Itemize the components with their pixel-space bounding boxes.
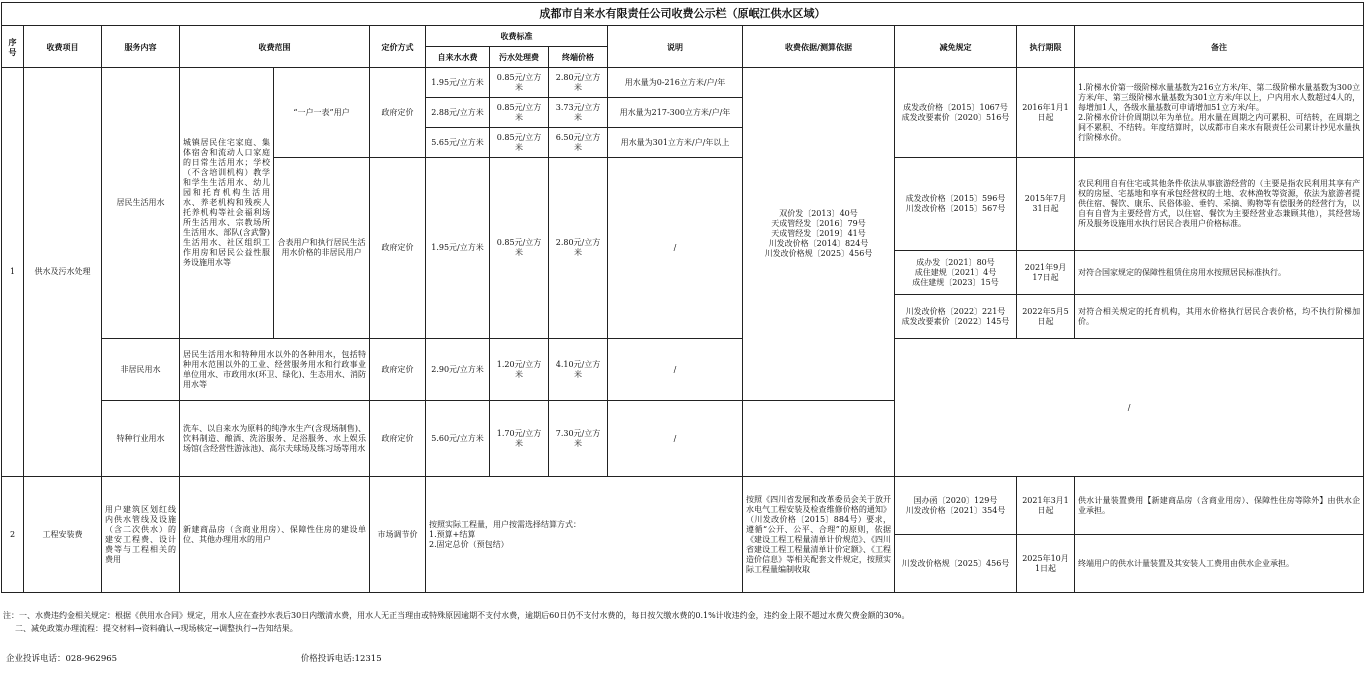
- tier1-explain: 用水量为0-216立方米/户/年: [608, 68, 743, 98]
- tier3-tap: 5.65元/立方米: [426, 128, 490, 158]
- note-penalty: 注：一、水费违约金相关规定：根据《供用水合同》规定，用水人应在查抄水表后30日内缴清水费，用水人无正当理由或特殊原因逾期不支付水费，逾期后60日仍不支付水费的，每日按欠缴水费的0.1%计收违约金，违约金上限不超过水费欠费金额的30%。: [3, 611, 910, 620]
- row2-period-1: 2021年3月1日起: [1017, 477, 1075, 535]
- row2-pricing: 市场调节价: [370, 477, 426, 593]
- tier3-explain: 用水量为301立方米/户/年以上: [608, 128, 743, 158]
- note-reduction-process: 二、减免政策办理流程：提交材料→资料确认→现场核定→调整执行→告知结果。: [15, 623, 298, 633]
- tier3-terminal: 6.50元/立方米: [549, 128, 608, 158]
- row1-period-1: 2016年1月1日起: [1017, 68, 1075, 158]
- row2-item: 工程安装费: [24, 477, 102, 593]
- row2-remark-1: 供水计量装置费用【新建商品房（含商业用房）、保障性住房等除外】由供水企业承担。: [1075, 477, 1364, 535]
- row1-remark-4: 对符合相关规定的托育机构，其用水价格执行居民合表价格，均不执行阶梯加价。: [1075, 295, 1364, 339]
- row1-item: 供水及污水处理: [24, 68, 102, 477]
- special-scope: 洗车、以自来水为原料的纯净水生产(含现场制售)、饮料制造、酿酒、洗浴服务、足浴服务、水上娱乐场馆(含经营性游泳池)、高尔夫球场及练习场等用水: [180, 401, 370, 477]
- tier1-terminal: 2.80元/立方米: [549, 68, 608, 98]
- tier1-tap: 1.95元/立方米: [426, 68, 490, 98]
- tier2-tap: 2.88元/立方米: [426, 98, 490, 128]
- header-sewage: 污水处理费: [490, 47, 549, 68]
- nonresidential-service: 非居民用水: [102, 339, 180, 401]
- header-explain: 说明: [608, 26, 743, 68]
- tier1-sewage: 0.85元/立方米: [490, 68, 549, 98]
- row1-period-4: 2022年5月5日起: [1017, 295, 1075, 339]
- special-sewage: 1.70元/立方米: [490, 401, 549, 477]
- row1-basis: 双价发〔2013〕40号 天成管经发〔2016〕79号 天成管经发〔2019〕41号 川发改价格〔2014〕824号 川发改价格规〔2025〕456号: [743, 68, 895, 401]
- row2-standard: 按照实际工程量，用户按需选择结算方式： 1.预算+结算 2.固定总价（预包结）: [426, 477, 743, 593]
- header-reduction: 减免规定: [895, 26, 1017, 68]
- header-tap-water: 自来水水费: [426, 47, 490, 68]
- row1-seq: 1: [2, 68, 24, 477]
- header-pricing: 定价方式: [370, 26, 426, 68]
- shared-explain: /: [608, 158, 743, 339]
- household-user: “一户一表”用户: [274, 68, 370, 158]
- nonresidential-pricing: 政府定价: [370, 339, 426, 401]
- nonresidential-sewage: 1.20元/立方米: [490, 339, 549, 401]
- row1-reduction-2: 成发改价格〔2015〕596号 川发改价格〔2015〕567号: [895, 158, 1017, 251]
- special-pricing: 政府定价: [370, 401, 426, 477]
- header-standard: 收费标准: [426, 26, 608, 47]
- nonresidential-terminal: 4.10元/立方米: [549, 339, 608, 401]
- header-terminal-price: 终端价格: [549, 47, 608, 68]
- row2-scope: 新建商品房（含商业用房）、保障性住房的建设单位、其他办理用水的用户: [180, 477, 370, 593]
- shared-meter-user: 合表用户和执行居民生活用水价格的非居民用户: [274, 158, 370, 339]
- row1-reduction-3: 成办发〔2021〕80号 成住建规〔2021〕4号 成住建规〔2023〕15号: [895, 251, 1017, 295]
- notes: [3, 610, 1363, 636]
- row2-seq: 2: [2, 477, 24, 593]
- nonresidential-explain: /: [608, 339, 743, 401]
- page-title: 成都市自来水有限责任公司收费公示栏（原岷江供水区域）: [2, 3, 1364, 26]
- shared-terminal: 2.80元/立方米: [549, 158, 608, 339]
- header-remark: 备注: [1075, 26, 1364, 68]
- row1-reduction-1: 成发改价格〔2015〕1067号 成发改要素价〔2020〕516号: [895, 68, 1017, 158]
- company-complaint-phone: 企业投诉电话：028-962965: [6, 654, 118, 664]
- shared-sewage: 0.85元/立方米: [490, 158, 549, 339]
- residential-scope: 城镇居民住宅家庭、集体宿舍和流动人口家庭的日常生活用水；学校（不含培训机构）教学和学生生活用水、幼儿园和托育机构生活用水、养老机构和残疾人托养机构等社会福利场所生活用水、宗教场所生活用水、部队(含武警)生活用水、社区组织工作用房和居民公益性服务设施用水等: [180, 68, 274, 339]
- special-tap: 5.60元/立方米: [426, 401, 490, 477]
- tier3-sewage: 0.85元/立方米: [490, 128, 549, 158]
- special-service: 特种行业用水: [102, 401, 180, 477]
- fee-table: [1, 2, 1364, 593]
- residential-service: 居民生活用水: [102, 68, 180, 339]
- header-service: 服务内容: [102, 26, 180, 68]
- row1-remark-3: 对符合国家规定的保障性租赁住房用水按照居民标准执行。: [1075, 251, 1364, 295]
- price-complaint-phone: 价格投诉电话:12315: [300, 654, 382, 664]
- row2-remark-2: 终端用户的供水计量装置及其安装人工费用由供水企业承担。: [1075, 535, 1364, 593]
- residential-pricing: 政府定价: [370, 68, 426, 158]
- tier2-sewage: 0.85元/立方米: [490, 98, 549, 128]
- special-explain: /: [608, 401, 743, 477]
- tier2-terminal: 3.73元/立方米: [549, 98, 608, 128]
- header-basis: 收费依据/测算依据: [743, 26, 895, 68]
- shared-tap: 1.95元/立方米: [426, 158, 490, 339]
- row1-basis-blank: [743, 401, 895, 477]
- row2-period-2: 2025年10月1日起: [1017, 535, 1075, 593]
- row1-reduction-4: 川发改价格〔2022〕221号 成发改要素价〔2022〕145号: [895, 295, 1017, 339]
- row2-reduction-2: 川发改价格规〔2025〕456号: [895, 535, 1017, 593]
- header-period: 执行期限: [1017, 26, 1075, 68]
- row1-period-2: 2015年7月31日起: [1017, 158, 1075, 251]
- complaint-phones: [6, 652, 382, 664]
- tier2-explain: 用水量为217-300立方米/户/年: [608, 98, 743, 128]
- header-item: 收费项目: [24, 26, 102, 68]
- header-seq: 序号: [2, 26, 24, 68]
- row2-basis: 按照《四川省发展和改革委员会关于放开水电气工程安装及检查维修价格的通知》（川发改价格〔2015〕884号）要求，遵循“公开、公平、合理”的原则，依据《建设工程工程量清单计价规范》、《四川省建设工程工程量清单计价定额》、《工程造价信息》等相关配套文件规定，按照实际工程量编制收取: [743, 477, 895, 593]
- row2-reduction-1: 国办函〔2020〕129号 川发改价格〔2021〕354号: [895, 477, 1017, 535]
- row2-service: 用户建筑区划红线内供水管线及设施（含二次供水）的建安工程费、设计费等与工程相关的费用: [102, 477, 180, 593]
- row1-period-3: 2021年9月17日起: [1017, 251, 1075, 295]
- row1-reduction-none: /: [895, 339, 1364, 477]
- nonresidential-tap: 2.90元/立方米: [426, 339, 490, 401]
- header-scope: 收费范围: [180, 26, 370, 68]
- nonresidential-scope: 居民生活用水和特种用水以外的各种用水，包括特种用水范围以外的工业、经营服务用水和行政事业单位用水、市政用水(环卫、绿化)、生态用水、消防用水等: [180, 339, 370, 401]
- special-terminal: 7.30元/立方米: [549, 401, 608, 477]
- shared-pricing: 政府定价: [370, 158, 426, 339]
- row1-remark-1: 1.阶梯水价第一级阶梯水量基数为216立方米/年、第二级阶梯水量基数为300立方米/年、第三级阶梯水量基数为301立方米/年以上，户内用水人数超过4人的，每增加1人，各级水量基数可申请增加51立方米/年。 2.阶梯水价计价周期以年为单位。用水量在周期之内可累积、可结转，在周期之间不累积、不结转。年度结算时，以成都市自来水有限责任公司累计抄见水量执行阶梯水价。: [1075, 68, 1364, 158]
- row1-remark-2: 农民利用自有住宅或其他条件依法从事旅游经营的（主要是指农民利用其享有产权的房屋、宅基地和享有承包经营权的土地、农林渔牧等资源，依法为旅游者提供住宿、餐饮、康乐、民俗体验、垂钓、采摘、购物等有偿服务的经营行为，以自有自营为主要经营方式，以住宿、餐饮为主要经营业态兼顾其他），其经营场所及服务设施用水执行居民合表用户价格标准。: [1075, 158, 1364, 251]
